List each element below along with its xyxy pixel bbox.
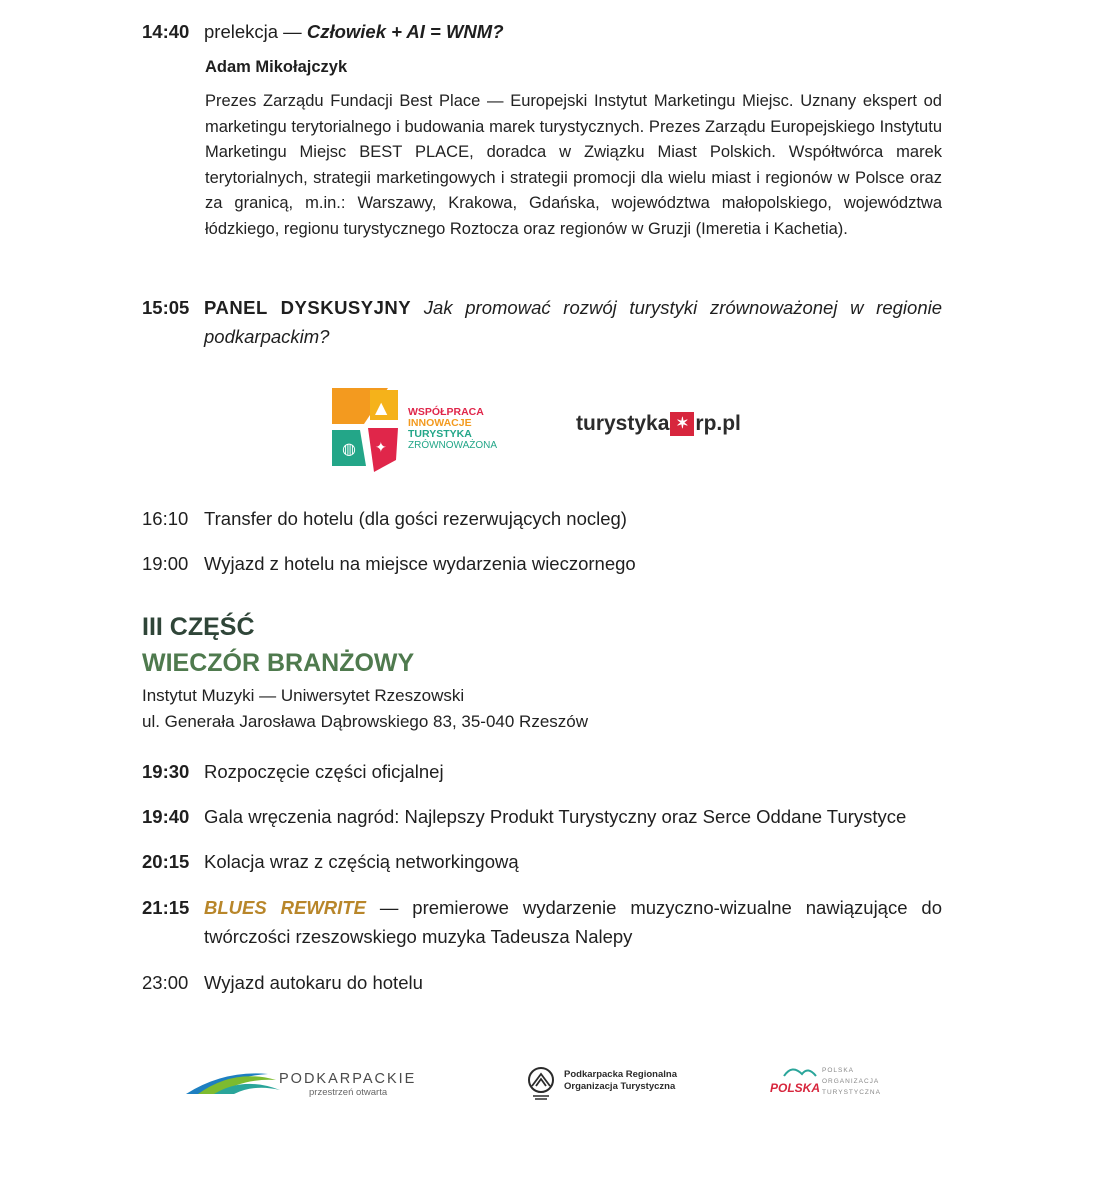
turystyka-word: turystyka [576,412,670,435]
item-text: Kolacja wraz z częścią networkingową [204,851,519,872]
item-text: Gala wręczenia nagród: Najlepszy Produkt Turystyczny oraz Serce Oddane Turystyce [204,806,907,827]
speaker-name: Adam Mikołajczyk [205,58,348,76]
handshake-icon: ✦ [375,440,387,456]
blues-title: BLUES REWRITE [204,897,366,918]
time-label: 16:10 [142,508,189,529]
wiz-line-2: INNOWACJE [408,417,472,429]
mountain-icon [532,1074,550,1086]
item-prefix: prelekcja — [204,21,307,42]
prot-line-1: Podkarpacka Regionalna [564,1069,677,1080]
pot-mountain-icon [784,1069,816,1076]
time-label: 23:00 [142,972,189,993]
pot-line-2: ORGANIZACJA [822,1078,880,1085]
time-label: 19:00 [142,553,189,574]
agenda-row-1505 [142,293,942,351]
item-text: Wyjazd z hotelu na miejsce wydarzenia wieczornego [204,553,636,574]
turystyka-logo [576,412,741,436]
wiz-line-3: TURYSTYKA [408,428,472,440]
item-text: Wyjazd autokaru do hotelu [204,972,423,993]
talk-title: Człowiek + AI = WNM? [306,21,504,42]
item-text: Rozpoczęcie części oficjalnej [204,761,444,782]
prot-logo [526,1064,696,1104]
agenda-row-2115 [142,893,942,951]
pot-line-1: POLSKA [822,1067,855,1074]
chart-icon: ▲ [375,398,388,417]
agenda-row-2300 [142,968,942,997]
time-label: 21:15 [142,897,190,918]
prot-line-2: Organizacja Turystyczna [564,1081,676,1092]
agenda-row-1930 [142,757,942,786]
pot-line-3: TURYSTYCZNA [822,1089,881,1096]
eagle-icon: ✶ [670,412,694,436]
podkarpackie-logo [184,1062,434,1102]
item-text: Transfer do hotelu (dla gości rezerwujących nocleg) [204,508,627,529]
section-part: III CZĘŚĆ [142,613,255,641]
globe-icon: ◍ [342,439,356,458]
panel-label: PANEL DYSKUSYJNY [204,297,412,318]
wiz-line-4: ZRÓWNOWAŻONA [408,440,498,451]
pk-name: PODKARPACKIE [279,1071,417,1087]
agenda-row-1440 [142,17,942,46]
wiz-logo [330,386,510,478]
venue-address: ul. Generała Jarosława Dąbrowskiego 83, 35-040 Rzeszów [142,712,589,731]
agenda-row-1940 [142,802,942,831]
time-label: 15:05 [142,297,190,318]
time-label: 20:15 [142,851,190,872]
pot-logo [768,1062,898,1102]
venue-name: Instytut Muzyki — Uniwersytet Rzeszowski [142,686,465,705]
panel-question: Jak promować rozwój turystyki zrównoważonej w regionie podkarpackim? [204,297,943,347]
rp-word: rp.pl [695,412,741,435]
agenda-row-1900 [142,549,942,578]
pk-tag: przestrzeń otwarta [309,1087,388,1098]
section-title: WIECZÓR BRANŻOWY [142,649,415,677]
time-label: 19:40 [142,806,190,827]
time-label: 14:40 [142,21,190,42]
wiz-line-1: WSPÓŁPRACA [408,406,484,418]
agenda-row-2015 [142,847,942,876]
agenda-row-1610 [142,504,942,533]
speaker-bio: Prezes Zarządu Fundacji Best Place — Europejski Instytut Marketingu Miejsc. Uznany ekspert od marketingu terytorialnego i budowania marek turystycznych. Prezes Zarządu Europejskiego Instytutu Marketingu Miejsc BEST PLACE, doradca w Związku Miast Polskich. Współtwórca marek terytorialnych, strategii marketingowych i strategii promocji dla wielu miast i regionów w Polsce oraz za granicą, m.in.: Warszawy, Krakowa, Gdańska, województwa małopolskiego, województwa łódzkiego, regionu turystycznego Roztocza oraz regionów w Gruzji (Imeretia i Kachetia). [205,92,942,238]
blues-text: — premierowe wydarzenie muzyczno-wizualne nawiązujące do twórczości rzeszowskiego muzyka Tadeusza Nalepy [204,897,943,947]
pot-word: POLSKA [770,1081,821,1095]
time-label: 19:30 [142,761,190,782]
